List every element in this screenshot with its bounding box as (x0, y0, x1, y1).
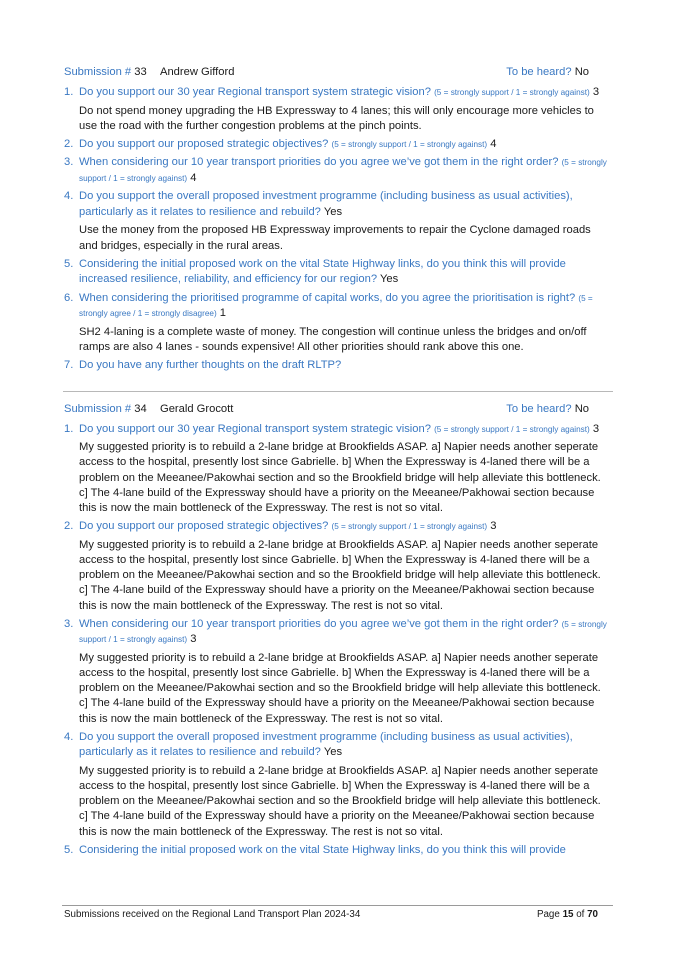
response-text: Do not spend money upgrading the HB Expressway to 4 lanes; this will only encourage more vehicles to use the road with the further congestion problems at the pinch points. (79, 104, 594, 132)
rating-scale: (5 = strongly support / 1 = strongly against) (331, 139, 488, 149)
rating-scale: (5 = strongly support / 1 = strongly against) (79, 619, 607, 645)
question-answer: Yes (379, 273, 399, 286)
question-number: 1. (64, 86, 74, 98)
to-be-heard (506, 399, 589, 419)
question-number: 2. (64, 137, 74, 150)
question-answer: Yes (323, 205, 343, 218)
submission-divider (63, 391, 613, 392)
submitter-name: Andrew Gifford (160, 66, 235, 78)
question-item (64, 189, 612, 220)
question-answer: 4 (190, 171, 197, 184)
page-label: Page (536, 909, 563, 920)
submission-label: Submission # (64, 402, 135, 415)
question-text: Do you support our 30 year Regional transport system strategic vision? (79, 86, 435, 98)
submission-number: 33 (134, 66, 147, 78)
footer-title: Submissions received on the Regional Land Transport Plan 2024-34 (64, 909, 361, 920)
to-be-heard-value: No (574, 402, 589, 415)
question-number: 5. (64, 257, 74, 270)
question-text: When considering our 10 year transport priorities do you agree we’ve got them in the right order? (79, 617, 562, 630)
question-item (64, 257, 612, 288)
question-text: When considering the prioritised programme of capital works, do you agree the prioritisation is right? (79, 291, 579, 304)
to-be-heard-value: No (574, 66, 589, 78)
submission-header (64, 399, 612, 419)
question-text: Do you support our proposed strategic objectives? (79, 520, 332, 533)
question-answer: 3 (592, 86, 600, 98)
question-item (64, 137, 612, 153)
question-item (64, 291, 612, 322)
question-item (64, 617, 612, 648)
question-text: Do you have any further thoughts on the draft RLTP? (79, 359, 342, 372)
footer-divider (62, 905, 613, 906)
question-number: 4. (64, 730, 74, 743)
to-be-heard-label: To be heard? (506, 66, 575, 78)
submission-block (64, 399, 612, 859)
rating-scale: (5 = strongly support / 1 = strongly against) (331, 522, 488, 532)
question-number: 6. (64, 291, 74, 304)
response-text: My suggested priority is to rebuild a 2-lane bridge at Brookfields ASAP. a] Napier needs another seperate access to the hospital, presently lost since Gabrielle. b] When the Expressway is 4-laned there will be a problem on the Meeanee/Pakowhai section and so the Brookfield bridge will help alleviate this bottleneck. c] The 4-lane build of the Expressway should have a priority on the Meeanee/Pakhowai section because this is now the main bottleneck of the Expressway. The rest is not so vital. (79, 538, 601, 612)
question-item (64, 843, 612, 859)
question-text: Do you support our 30 year Regional transport system strategic vision? (79, 422, 435, 435)
question-number: 5. (64, 843, 74, 856)
question-item (64, 519, 612, 535)
submitter-name: Gerald Grocott (160, 402, 234, 415)
question-text: When considering our 10 year transport priorities do you agree we’ve got them in the right order? (79, 156, 562, 169)
response-text: My suggested priority is to rebuild a 2-lane bridge at Brookfields ASAP. a] Napier needs another seperate access to the hospital, presently lost since Gabrielle. b] When the Expressway is 4-laned there will be a problem on the Meeanee/Pakowhai section and so the Brookfield bridge will help alleviate this bottleneck. c] The 4-lane build of the Expressway should have a priority on the Meeanee/Pakhowai section because this is now the main bottleneck of the Expressway. The rest is not so vital. (79, 764, 601, 838)
question-item (64, 85, 612, 101)
page-of: of (573, 909, 588, 920)
rating-scale: (5 = strongly support / 1 = strongly against) (434, 88, 590, 97)
question-answer: 4 (490, 137, 497, 150)
page-total: 70 (587, 909, 598, 920)
rating-scale: (5 = strongly support / 1 = strongly against) (434, 424, 590, 434)
question-number: 7. (64, 359, 74, 372)
question-answer: 3 (490, 520, 497, 533)
response-text: My suggested priority is to rebuild a 2-lane bridge at Brookfields ASAP. a] Napier needs another seperate access to the hospital, presently lost since Gabrielle. b] When the Expressway is 4-laned there will be a problem on the Meeanee/Pakowhai section and so the Brookfield bridge will help alleviate this bottleneck. c] The 4-lane build of the Expressway should have a priority on the Meeanee/Pakhowai section because this is now the main bottleneck of the Expressway. The rest is not so vital. (79, 651, 601, 725)
submissions-content (64, 62, 612, 858)
question-number: 2. (64, 520, 74, 533)
question-number: 3. (64, 617, 74, 630)
question-answer: 3 (592, 422, 600, 435)
response-text: Use the money from the proposed HB Expressway improvements to repair the Cyclone damaged roads and bridges, especially in the rural areas. (79, 224, 591, 252)
question-item (64, 730, 612, 761)
to-be-heard (506, 62, 589, 82)
submission-number: 34 (134, 402, 147, 415)
page-current: 15 (562, 909, 574, 920)
question-item (64, 422, 612, 438)
rating-scale: (5 = strongly agree / 1 = strongly disagree) (79, 293, 593, 319)
question-number: 4. (64, 190, 74, 203)
question-answer: 1 (219, 307, 227, 320)
to-be-heard-label: To be heard? (506, 402, 575, 415)
submission-id (64, 403, 147, 415)
question-answer: Yes (323, 746, 343, 759)
question-text: Do you support our proposed strategic objectives? (79, 137, 332, 150)
submission-header (64, 62, 612, 82)
question-answer: 3 (190, 633, 197, 646)
question-text: Considering the initial proposed work on the vital State Highway links, do you think this will provide increased resilience, reliability, and efficiency for our region? (79, 257, 566, 286)
question-item (64, 155, 612, 186)
submission-label: Submission # (64, 66, 135, 78)
question-number: 3. (64, 156, 74, 169)
question-text: Do you support the overall proposed investment programme (including business as usual activities), particularly as it relates to resilience and rebuild? (79, 730, 573, 759)
question-text: Considering the initial proposed work on the vital State Highway links, do you think this will provide (79, 843, 566, 856)
response-text: My suggested priority is to rebuild a 2-lane bridge at Brookfields ASAP. a] Napier needs another seperate access to the hospital, presently lost since Gabrielle. b] When the Expressway is 4-laned there will be a problem on the Meeanee/Pakowhai section and so the Brookfield bridge will help alleviate this bottleneck. c] The 4-lane build of the Expressway should have a priority on the Meeanee/Pakhowai section because this is now the main bottleneck of the Expressway. The rest is not so vital. (79, 441, 601, 515)
rating-scale: (5 = strongly support / 1 = strongly against) (79, 158, 607, 183)
submission-block (64, 62, 612, 374)
question-number: 1. (64, 422, 74, 435)
question-text: Do you support the overall proposed investment programme (including business as usual activities), particularly as it relates to resilience and rebuild? (79, 190, 573, 218)
submission-id (64, 66, 147, 78)
response-text: SH2 4-laning is a complete waste of money. The congestion will continue unless the bridges and on/off ramps are also 4 lanes - sounds expensive! All other priorities should rank above this one. (79, 325, 587, 354)
question-item (64, 358, 612, 374)
page-number (537, 909, 598, 920)
